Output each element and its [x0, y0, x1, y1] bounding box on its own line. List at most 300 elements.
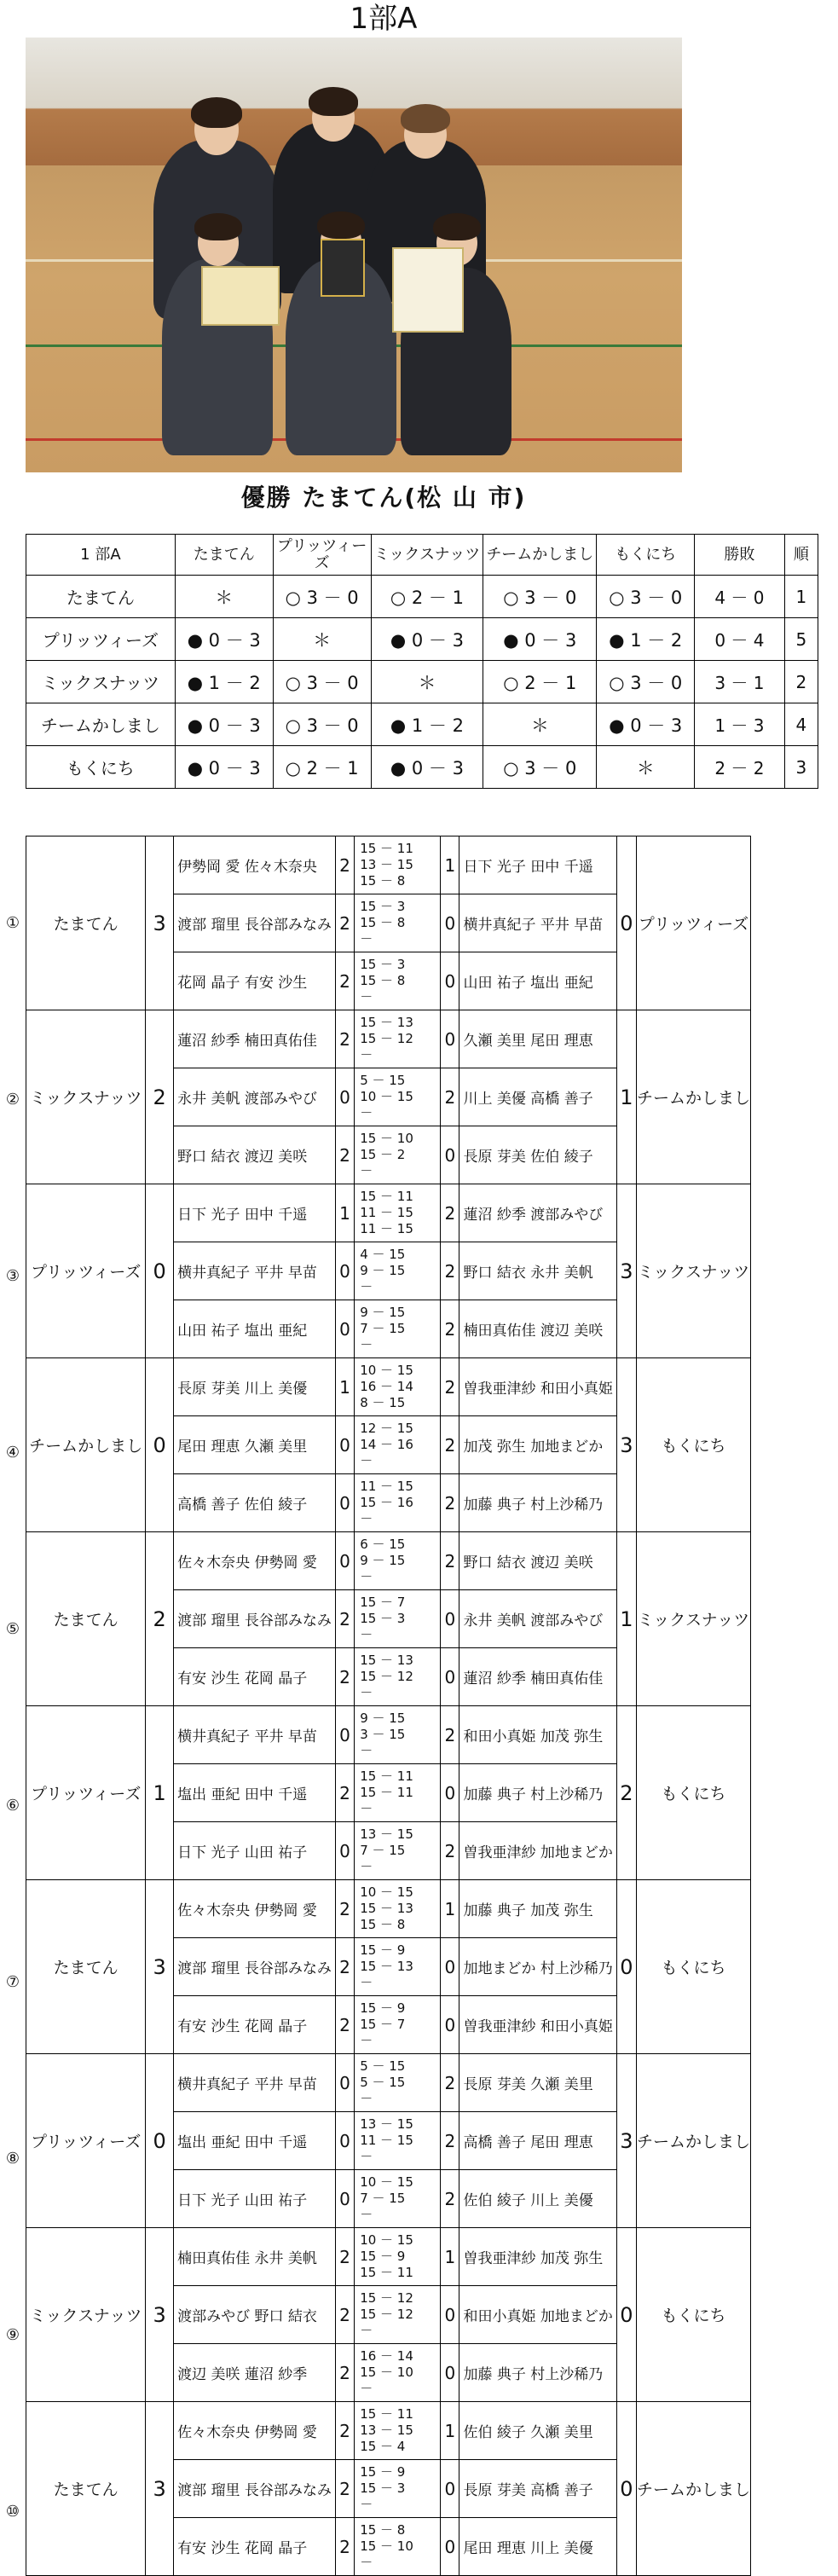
set-score: 5 － 15: [360, 2075, 406, 2090]
left-match-score: 0: [146, 1358, 174, 1532]
set-score: －: [360, 1453, 373, 1468]
right-players: 長原 芽美 久瀬 美里: [459, 2054, 616, 2112]
set-score: 15 － 11: [360, 1785, 413, 1800]
left-players: 尾田 理恵 久瀬 美里: [174, 1416, 336, 1474]
result-cell: ● 1 － 2: [597, 618, 695, 661]
set-scores: [355, 894, 441, 952]
right-players: 加茂 弥生 加地まどか: [459, 1416, 616, 1474]
right-players: 佐伯 綾子 久瀬 美里: [459, 2402, 616, 2460]
right-team-name: プリッツィーズ: [636, 836, 750, 1010]
set-score: 8 － 15: [360, 1395, 406, 1410]
result-cell: ● 0 － 3: [175, 703, 273, 746]
result-cell: ○ 3 － 0: [597, 661, 695, 703]
game-row: [26, 1532, 751, 1590]
left-match-score: 3: [146, 836, 174, 1010]
set-scores: [355, 1416, 441, 1474]
left-players: 渡部 瑠里 長谷部みなみ: [174, 2460, 336, 2518]
set-scores: [355, 2112, 441, 2170]
set-score: 15 － 9: [360, 1942, 406, 1958]
game-row: [26, 1880, 751, 1938]
round-robin-table: [26, 534, 818, 789]
left-players: 野口 結衣 渡辺 美咲: [174, 1126, 336, 1184]
left-games-won: 2: [335, 2460, 354, 2518]
left-players: 佐々木奈央 伊勢岡 愛: [174, 1880, 336, 1938]
left-players: 伊勢岡 愛 佐々木奈央: [174, 836, 336, 894]
right-games-won: 2: [441, 1068, 459, 1126]
set-score: 5 － 15: [360, 2058, 406, 2074]
left-players: 横井真紀子 平井 早苗: [174, 2054, 336, 2112]
set-score: 15 － 13: [360, 1901, 413, 1916]
rank-cell: 5: [784, 618, 818, 661]
right-games-won: 2: [441, 1242, 459, 1300]
right-games-won: 2: [441, 1300, 459, 1358]
right-match-score: 2: [616, 1706, 636, 1880]
record-cell: 1 － 3: [695, 703, 784, 746]
set-scores: [355, 2286, 441, 2344]
right-match-score: 3: [616, 1358, 636, 1532]
match-number: ⑨: [5, 2325, 20, 2344]
set-score: －: [360, 1511, 373, 1526]
left-players: 横井真紀子 平井 早苗: [174, 1242, 336, 1300]
left-games-won: 2: [335, 2228, 354, 2286]
rank-cell: 3: [784, 746, 818, 789]
set-scores: [355, 1010, 441, 1068]
set-score: 15 － 12: [360, 1031, 413, 1046]
rank-cell: 4: [784, 703, 818, 746]
left-players: 渡辺 美咲 蓮沼 紗季: [174, 2344, 336, 2402]
set-score: 10 － 15: [360, 2232, 413, 2248]
match-number: ⑤: [5, 1619, 20, 1638]
result-cell: ○ 3 － 0: [483, 576, 597, 618]
result-cell: ○ 3 － 0: [273, 576, 371, 618]
set-score: －: [360, 1279, 373, 1294]
set-score: －: [360, 989, 373, 1004]
set-score: 9 － 15: [360, 1553, 406, 1568]
right-match-score: 3: [616, 2054, 636, 2228]
set-score: 15 － 11: [360, 1189, 413, 1204]
set-score: 13 － 15: [360, 2423, 413, 2438]
header-cell: たまてん: [175, 535, 273, 576]
result-cell: ○ 3 － 0: [273, 703, 371, 746]
left-games-won: 2: [335, 1010, 354, 1068]
left-team-name: たまてん: [26, 836, 146, 1010]
left-games-won: 2: [335, 836, 354, 894]
right-games-won: 0: [441, 1126, 459, 1184]
match-number: ⑧: [5, 2149, 20, 2168]
set-scores: [355, 2518, 441, 2576]
result-cell: ● 0 － 3: [483, 618, 597, 661]
set-scores: [355, 2344, 441, 2402]
set-score: 9 － 15: [360, 1711, 406, 1726]
right-match-score: 0: [616, 836, 636, 1010]
set-scores: [355, 1474, 441, 1532]
set-score: 15 － 2: [360, 1147, 406, 1162]
right-games-won: 0: [441, 1938, 459, 1996]
right-players: 横井真紀子 平井 早苗: [459, 894, 616, 952]
right-games-won: 0: [441, 2344, 459, 2402]
result-cell: ● 0 － 3: [597, 703, 695, 746]
person-hair: [191, 97, 242, 128]
left-players: 長原 芽美 川上 美優: [174, 1358, 336, 1416]
set-score: 15 － 12: [360, 1669, 413, 1684]
game-row: [26, 1010, 751, 1068]
right-match-score: 0: [616, 2228, 636, 2402]
result-cell: ○ 3 － 0: [597, 576, 695, 618]
right-team-name: チームかしまし: [636, 2402, 750, 2576]
person-hair: [433, 213, 481, 240]
left-players: 渡部 瑠里 長谷部みなみ: [174, 1590, 336, 1648]
left-match-score: 2: [146, 1010, 174, 1184]
set-scores: [355, 1300, 441, 1358]
set-score: －: [360, 2207, 373, 2222]
left-games-won: 2: [335, 1648, 354, 1706]
right-games-won: 1: [441, 1880, 459, 1938]
game-row: [26, 2228, 751, 2286]
set-score: －: [360, 1685, 373, 1700]
rank-cell: 2: [784, 661, 818, 703]
game-row: [26, 1184, 751, 1242]
result-cell: ○ 3 － 0: [273, 661, 371, 703]
record-cell: 0 － 4: [695, 618, 784, 661]
right-players: 加藤 典子 加茂 弥生: [459, 1880, 616, 1938]
set-score: 13 － 15: [360, 1826, 413, 1842]
right-players: 長原 芽美 高橋 善子: [459, 2460, 616, 2518]
left-games-won: 2: [335, 1764, 354, 1822]
left-games-won: 2: [335, 2344, 354, 2402]
set-score: 15 － 11: [360, 2406, 413, 2422]
set-score: 15 － 7: [360, 2017, 406, 2032]
match-number: ②: [5, 1090, 20, 1109]
left-team-name: たまてん: [26, 1880, 146, 2054]
set-score: 10 － 15: [360, 2174, 413, 2190]
set-score: 15 － 13: [360, 1653, 413, 1668]
right-games-won: 2: [441, 2112, 459, 2170]
result-cell: ＊: [175, 576, 273, 618]
set-score: 15 － 9: [360, 2464, 406, 2480]
left-match-score: 3: [146, 1880, 174, 2054]
right-games-won: 0: [441, 1010, 459, 1068]
set-score: 15 － 10: [360, 1131, 413, 1146]
left-games-won: 0: [335, 1532, 354, 1590]
right-games-won: 1: [441, 2402, 459, 2460]
match-number: ⑩: [5, 2502, 20, 2521]
set-score: 12 － 15: [360, 1421, 413, 1436]
right-games-won: 0: [441, 2518, 459, 2576]
round-robin-row: [26, 661, 818, 703]
set-scores: [355, 1184, 441, 1242]
match-number: ①: [5, 913, 20, 932]
set-score: －: [360, 1337, 373, 1352]
left-games-won: 2: [335, 1590, 354, 1648]
left-games-won: 2: [335, 1126, 354, 1184]
set-score: 15 － 11: [360, 841, 413, 856]
header-cell: ミックスナッツ: [371, 535, 483, 576]
right-games-won: 2: [441, 1416, 459, 1474]
right-players: 高橋 善子 尾田 理恵: [459, 2112, 616, 2170]
set-score: 11 － 15: [360, 1479, 413, 1494]
right-players: 曽我亜津紗 和田小真姫: [459, 1358, 616, 1416]
set-score: 7 － 15: [360, 1321, 406, 1336]
prize-package: [201, 266, 280, 326]
set-score: －: [360, 2323, 373, 2338]
left-games-won: 0: [335, 2054, 354, 2112]
set-score: －: [360, 931, 373, 946]
set-score: －: [360, 1105, 373, 1120]
set-scores: [355, 2054, 441, 2112]
right-games-won: 0: [441, 952, 459, 1010]
left-match-score: 3: [146, 2402, 174, 2576]
set-score: 10 － 15: [360, 1363, 413, 1378]
left-match-score: 2: [146, 1532, 174, 1706]
left-players: 日下 光子 山田 祐子: [174, 1822, 336, 1880]
result-cell: ● 0 － 3: [175, 618, 273, 661]
right-team-name: チームかしまし: [636, 2054, 750, 2228]
game-row: [26, 1706, 751, 1764]
left-games-won: 0: [335, 1416, 354, 1474]
set-score: －: [360, 1163, 373, 1178]
page-title: 1部A: [350, 2, 418, 36]
team-photo: [26, 38, 682, 472]
right-games-won: 0: [441, 2286, 459, 2344]
right-games-won: 1: [441, 836, 459, 894]
right-players: 佐伯 綾子 川上 美優: [459, 2170, 616, 2228]
header-cell: プリッツィーズ: [273, 535, 371, 576]
left-players: 有安 沙生 花岡 晶子: [174, 2518, 336, 2576]
left-players: 渡部みやび 野口 結衣: [174, 2286, 336, 2344]
right-team-name: もくにち: [636, 1880, 750, 2054]
result-cell: ＊: [273, 618, 371, 661]
right-players: 加地まどか 村上沙稀乃: [459, 1938, 616, 1996]
set-scores: [355, 836, 441, 894]
set-score: 15 － 3: [360, 1611, 406, 1626]
set-score: －: [360, 2497, 373, 2512]
right-games-won: 2: [441, 1474, 459, 1532]
set-scores: [355, 1764, 441, 1822]
result-cell: ○ 2 － 1: [483, 661, 597, 703]
right-players: 久瀬 美里 尾田 理恵: [459, 1010, 616, 1068]
set-score: 15 － 4: [360, 2439, 406, 2454]
record-cell: 4 － 0: [695, 576, 784, 618]
set-score: 7 － 15: [360, 1843, 406, 1858]
left-games-won: 2: [335, 894, 354, 952]
header-cell: 順: [784, 535, 818, 576]
rank-cell: 1: [784, 576, 818, 618]
set-score: －: [360, 1859, 373, 1874]
set-scores: [355, 1822, 441, 1880]
right-games-won: 1: [441, 2228, 459, 2286]
left-match-score: 0: [146, 1184, 174, 1358]
right-games-won: 2: [441, 2170, 459, 2228]
round-robin-header: [26, 535, 818, 576]
right-players: 蓮沼 紗季 渡部みやび: [459, 1184, 616, 1242]
left-players: 佐々木奈央 伊勢岡 愛: [174, 2402, 336, 2460]
right-team-name: チームかしまし: [636, 1010, 750, 1184]
left-games-won: 0: [335, 1474, 354, 1532]
header-cell: 1 部A: [26, 535, 176, 576]
set-scores: [355, 1938, 441, 1996]
set-score: 15 － 8: [360, 2522, 406, 2538]
set-scores: [355, 2228, 441, 2286]
left-games-won: 2: [335, 2286, 354, 2344]
right-players: 野口 結衣 永井 美帆: [459, 1242, 616, 1300]
right-players: 野口 結衣 渡辺 美咲: [459, 1532, 616, 1590]
set-score: 15 － 3: [360, 899, 406, 914]
record-cell: 2 － 2: [695, 746, 784, 789]
set-score: 15 － 11: [360, 2265, 413, 2280]
match-number: ⑥: [5, 1796, 20, 1815]
set-score: 15 － 8: [360, 873, 406, 889]
right-players: 楠田真佑佳 渡辺 美咲: [459, 1300, 616, 1358]
left-games-won: 0: [335, 2112, 354, 2170]
left-games-won: 2: [335, 952, 354, 1010]
left-players: 塩出 亜紀 田中 千遥: [174, 1764, 336, 1822]
set-score: 10 － 15: [360, 1884, 413, 1900]
right-games-won: 0: [441, 1590, 459, 1648]
left-games-won: 0: [335, 2170, 354, 2228]
right-team-name: もくにち: [636, 2228, 750, 2402]
left-team-name: プリッツィーズ: [26, 1184, 146, 1358]
set-scores: [355, 1880, 441, 1938]
round-robin-row: [26, 746, 818, 789]
right-players: 蓮沼 紗季 楠田真佑佳: [459, 1648, 616, 1706]
set-score: 13 － 15: [360, 2116, 413, 2132]
result-cell: ● 0 － 3: [371, 618, 483, 661]
set-score: －: [360, 2555, 373, 2570]
set-score: 10 － 15: [360, 1089, 413, 1104]
round-robin-row: [26, 618, 818, 661]
right-players: 曽我亜津紗 和田小真姫: [459, 1996, 616, 2054]
set-score: 15 － 8: [360, 915, 406, 930]
game-row: [26, 2054, 751, 2112]
set-score: －: [360, 2033, 373, 2048]
game-row: [26, 1358, 751, 1416]
left-players: 渡部 瑠里 長谷部みなみ: [174, 894, 336, 952]
set-score: 11 － 15: [360, 1205, 413, 1220]
right-team-name: もくにち: [636, 1358, 750, 1532]
set-score: 15 － 10: [360, 2365, 413, 2380]
match-number: ⑦: [5, 1972, 20, 1991]
set-scores: [355, 1996, 441, 2054]
game-row: [26, 2402, 751, 2460]
right-games-won: 2: [441, 1532, 459, 1590]
set-score: －: [360, 2381, 373, 2396]
right-team-name: ミックスナッツ: [636, 1532, 750, 1706]
right-games-won: 0: [441, 1648, 459, 1706]
right-players: 永井 美帆 渡部みやび: [459, 1590, 616, 1648]
set-score: 13 － 15: [360, 857, 413, 872]
left-players: 横井真紀子 平井 早苗: [174, 1706, 336, 1764]
left-team-name: たまてん: [26, 2402, 146, 2576]
left-team-name: チームかしまし: [26, 1358, 146, 1532]
right-games-won: 2: [441, 2054, 459, 2112]
result-cell: ○ 2 － 1: [273, 746, 371, 789]
set-scores: [355, 1532, 441, 1590]
left-players: 花岡 晶子 有安 沙生: [174, 952, 336, 1010]
left-players: 高橋 善子 佐伯 綾子: [174, 1474, 336, 1532]
left-players: 蓮沼 紗季 楠田真佑佳: [174, 1010, 336, 1068]
left-games-won: 2: [335, 1880, 354, 1938]
set-scores: [355, 1068, 441, 1126]
team-name: チームかしまし: [26, 703, 176, 746]
set-scores: [355, 1590, 441, 1648]
left-team-name: たまてん: [26, 1532, 146, 1706]
match-detail-table: [26, 836, 751, 2576]
right-games-won: 0: [441, 1996, 459, 2054]
left-team-name: プリッツィーズ: [26, 2054, 146, 2228]
set-scores: [355, 2460, 441, 2518]
left-match-score: 0: [146, 2054, 174, 2228]
round-robin-row: [26, 703, 818, 746]
right-players: 和田小真姫 加地まどか: [459, 2286, 616, 2344]
winner-line: 優勝 たまてん(松 山 市): [240, 483, 527, 512]
left-players: 山田 祐子 塩出 亜紀: [174, 1300, 336, 1358]
set-score: －: [360, 2091, 373, 2106]
result-cell: ＊: [483, 703, 597, 746]
set-score: 15 － 8: [360, 1917, 406, 1932]
set-score: －: [360, 1801, 373, 1816]
game-row: [26, 836, 751, 894]
right-players: 和田小真姫 加茂 弥生: [459, 1706, 616, 1764]
set-score: －: [360, 1627, 373, 1642]
set-score: 11 － 15: [360, 2133, 413, 2148]
left-games-won: 0: [335, 1822, 354, 1880]
left-players: 佐々木奈央 伊勢岡 愛: [174, 1532, 336, 1590]
set-scores: [355, 1706, 441, 1764]
set-score: 15 － 8: [360, 973, 406, 988]
left-games-won: 1: [335, 1184, 354, 1242]
set-score: 4 － 15: [360, 1247, 406, 1262]
right-games-won: 2: [441, 1706, 459, 1764]
set-scores: [355, 1648, 441, 1706]
left-players: 渡部 瑠里 長谷部みなみ: [174, 1938, 336, 1996]
team-name: ミックスナッツ: [26, 661, 176, 703]
left-players: 楠田真佑佳 永井 美帆: [174, 2228, 336, 2286]
left-games-won: 2: [335, 2402, 354, 2460]
set-score: 16 － 14: [360, 2348, 413, 2364]
set-score: 11 － 15: [360, 1221, 413, 1236]
left-players: 有安 沙生 花岡 晶子: [174, 1648, 336, 1706]
set-score: 15 － 12: [360, 2290, 413, 2306]
right-players: 加藤 典子 村上沙稀乃: [459, 1764, 616, 1822]
left-games-won: 2: [335, 2518, 354, 2576]
result-cell: ● 0 － 3: [175, 746, 273, 789]
set-score: 15 － 9: [360, 2249, 406, 2264]
left-players: 永井 美帆 渡部みやび: [174, 1068, 336, 1126]
left-games-won: 1: [335, 1358, 354, 1416]
right-games-won: 2: [441, 1358, 459, 1416]
set-score: 15 － 12: [360, 2307, 413, 2322]
right-players: 加藤 典子 村上沙稀乃: [459, 2344, 616, 2402]
result-cell: ● 0 － 3: [371, 746, 483, 789]
left-games-won: 0: [335, 1300, 354, 1358]
result-cell: ＊: [597, 746, 695, 789]
set-score: 14 － 16: [360, 1437, 413, 1452]
person-hair: [317, 211, 365, 239]
left-games-won: 0: [335, 1242, 354, 1300]
set-score: 3 － 15: [360, 1727, 406, 1742]
right-players: 尾田 理恵 川上 美優: [459, 2518, 616, 2576]
result-cell: ○ 3 － 0: [483, 746, 597, 789]
left-games-won: 0: [335, 1706, 354, 1764]
set-score: 15 － 7: [360, 1595, 406, 1610]
set-score: －: [360, 1743, 373, 1758]
right-match-score: 1: [616, 1532, 636, 1706]
set-score: 5 － 15: [360, 1073, 406, 1088]
match-number: ③: [5, 1266, 20, 1285]
result-cell: ● 1 － 2: [175, 661, 273, 703]
right-team-name: もくにち: [636, 1706, 750, 1880]
set-score: 6 － 15: [360, 1537, 406, 1552]
